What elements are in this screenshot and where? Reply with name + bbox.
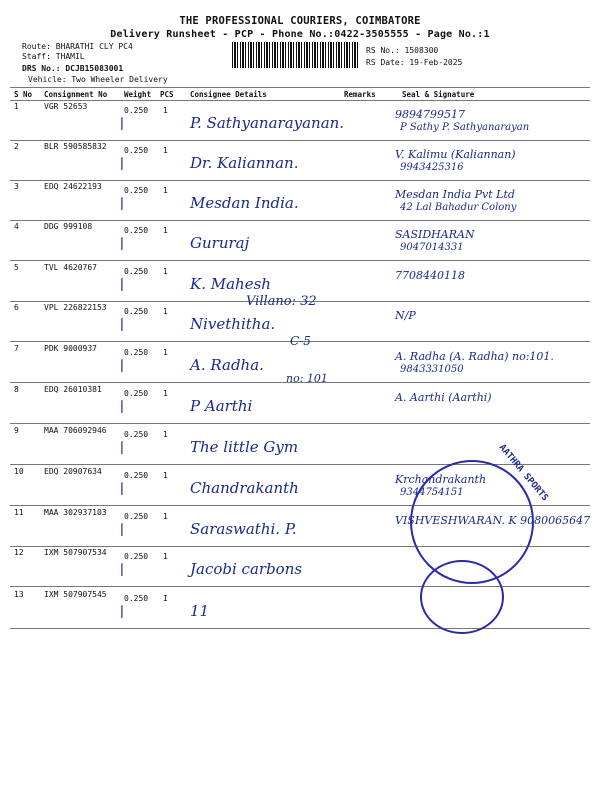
row-sno: 12 xyxy=(14,548,24,557)
row-signature-line1: 9894799517 xyxy=(395,108,465,121)
row-consignment-no: TVL 4620767 xyxy=(44,263,97,272)
row-pcs: 1 xyxy=(163,471,168,480)
vehicle-label: Vehicle: Two Wheeler Delivery xyxy=(28,75,168,84)
row-consignment-no: DDG 999108 xyxy=(44,222,93,231)
header-top-line xyxy=(10,87,590,88)
row-signature-line1: SASIDHARAN xyxy=(395,228,475,241)
row-weight: 0.250 xyxy=(124,389,149,398)
row-weight: 0.250 xyxy=(124,430,149,439)
row-sno: 1 xyxy=(14,102,19,111)
row-consignee-handwritten: Jacobi carbons xyxy=(190,560,303,578)
row-sno: 6 xyxy=(14,303,19,312)
row-pcs: 1 xyxy=(163,146,168,155)
tick-mark-icon: / xyxy=(115,438,130,458)
row-divider xyxy=(10,464,590,465)
row-consignee-handwritten: P Aarthi xyxy=(190,397,253,415)
row-signature-line1: A. Radha (A. Radha) no:101. xyxy=(395,350,554,363)
tick-mark-icon: / xyxy=(115,397,130,417)
tick-mark-icon: / xyxy=(115,602,130,622)
row-weight: 0.250 xyxy=(124,186,149,195)
row-consignee-handwritten: The little Gym xyxy=(190,438,299,456)
row-pcs: 1 xyxy=(163,389,168,398)
row-consignee-handwritten: Nivethitha. xyxy=(190,315,276,333)
row-signature-line1: A. Aarthi (Aarthi) xyxy=(395,391,492,404)
row-consignee-handwritten: Saraswathi. P. xyxy=(190,520,297,538)
row-divider xyxy=(10,140,590,141)
tick-mark-icon: / xyxy=(115,356,130,376)
company-title: THE PROFESSIONAL COURIERS, COIMBATORE xyxy=(179,15,421,27)
row-pcs: 1 xyxy=(163,186,168,195)
row-pcs: 1 xyxy=(163,106,168,115)
tick-mark-icon: / xyxy=(115,520,130,540)
row-sno: 11 xyxy=(14,508,24,517)
row-signature-line2: 42 Lal Bahadur Colony xyxy=(400,202,517,213)
row-pcs: 1 xyxy=(163,267,168,276)
row-signature-line1: 7708440118 xyxy=(395,269,465,282)
row-consignee-handwritten: Mesdan India. xyxy=(190,194,299,212)
row-weight: 0.250 xyxy=(124,226,149,235)
row-consignee-handwritten: K. Mahesh xyxy=(190,275,271,293)
row-signature-line2: P Sathy P. Sathyanarayan xyxy=(400,122,530,133)
row-pcs: 1 xyxy=(163,430,168,439)
row-signature-line2: 9047014331 xyxy=(400,242,464,253)
row-divider xyxy=(10,628,590,629)
tick-mark-icon: / xyxy=(115,275,130,295)
row-weight: 0.250 xyxy=(124,267,149,276)
row-consignment-no: BLR 590585832 xyxy=(44,142,107,151)
row-weight: 0.250 xyxy=(124,594,149,603)
row-sno: 13 xyxy=(14,590,24,599)
tick-mark-icon: / xyxy=(115,234,130,254)
row-signature-line2: 9943425316 xyxy=(400,162,464,173)
row-signature-line1: V. Kalimu (Kaliannan) xyxy=(395,148,516,161)
row-divider xyxy=(10,180,590,181)
row-weight: 0.250 xyxy=(124,307,149,316)
row-consignment-no: IXM 507907534 xyxy=(44,548,107,557)
tick-mark-icon: / xyxy=(115,560,130,580)
row-consignee-handwritten: Dr. Kaliannan. xyxy=(190,154,299,172)
row-weight: 0.250 xyxy=(124,348,149,357)
row-pcs: 1 xyxy=(163,307,168,316)
row-weight: 0.250 xyxy=(124,552,149,561)
row-consignee-handwritten: Gururaj xyxy=(190,234,250,252)
row-signature-line2: 9843331050 xyxy=(400,364,464,375)
col-sno: S No xyxy=(14,90,33,99)
row-consignment-no: EDQ 24622193 xyxy=(44,182,102,191)
row-consignee-handwritten: P. Sathyanarayanan. xyxy=(190,114,345,132)
row-sno: 7 xyxy=(14,344,19,353)
row-weight: 0.250 xyxy=(124,146,149,155)
row-consignee-handwritten: 11 xyxy=(190,602,210,620)
row-consignee-handwritten: Chandrakanth xyxy=(190,479,299,497)
tick-mark-icon: / xyxy=(115,194,130,214)
header-bottom-line xyxy=(10,100,590,101)
row-consignment-no: VGR 52653 xyxy=(44,102,88,111)
row-consignment-no: IXM 507907545 xyxy=(44,590,107,599)
col-weight: Weight xyxy=(124,90,152,99)
row-divider xyxy=(10,260,590,261)
row-sno: 4 xyxy=(14,222,19,231)
col-consignee: Consignee Details xyxy=(190,90,267,99)
barcode xyxy=(232,42,360,68)
row-divider xyxy=(10,423,590,424)
row-sno: 8 xyxy=(14,385,19,394)
tick-mark-icon: / xyxy=(115,315,130,335)
row-signature-line1: Krchandrakanth xyxy=(395,473,487,486)
row-signature-line1: Mesdan India Pvt Ltd xyxy=(395,188,515,201)
row-pcs: I xyxy=(163,594,168,603)
row5-address: Villano: 32 xyxy=(246,294,317,309)
row-weight: 0.250 xyxy=(124,106,149,115)
row-signature-line2: 9344754151 xyxy=(400,487,464,498)
row6-address: C-5 xyxy=(290,334,311,348)
row-signature-line1: VISHVESHWARAN. K 9080065647 xyxy=(395,514,591,527)
row-consignment-no: MAA 302937103 xyxy=(44,508,107,517)
row-sno: 5 xyxy=(14,263,19,272)
tick-mark-icon: / xyxy=(115,479,130,499)
drs-number: DRS No.: DCJB15083001 xyxy=(22,64,124,73)
row-divider xyxy=(10,586,590,587)
row-sno: 9 xyxy=(14,426,19,435)
col-signature: Seal & Signature xyxy=(402,90,475,99)
row-signature-line1: N/P xyxy=(395,309,416,322)
row-weight: 0.250 xyxy=(124,512,149,521)
row-consignment-no: EDQ 20907634 xyxy=(44,467,102,476)
row-consignee-handwritten: A. Radha. xyxy=(190,356,264,374)
tick-mark-icon: / xyxy=(115,114,130,134)
row-divider xyxy=(10,220,590,221)
rs-date: RS Date: 19-Feb-2025 xyxy=(366,58,463,67)
row7-address: no: 101 xyxy=(286,372,328,385)
route-label: Route: BHARATHI CLY PC4 xyxy=(22,42,133,51)
row-pcs: 1 xyxy=(163,348,168,357)
row-sno: 10 xyxy=(14,467,24,476)
row-pcs: 1 xyxy=(163,226,168,235)
row-pcs: 1 xyxy=(163,552,168,561)
row-pcs: 1 xyxy=(163,512,168,521)
rs-number: RS No.: 1508300 xyxy=(366,46,439,55)
row-sno: 2 xyxy=(14,142,19,151)
row-consignment-no: VPL 226822153 xyxy=(44,303,107,312)
col-remarks: Remarks xyxy=(344,90,376,99)
row-weight: 0.250 xyxy=(124,471,149,480)
row-consignment-no: EDQ 26010381 xyxy=(44,385,102,394)
row-consignment-no: MAA 706092946 xyxy=(44,426,107,435)
stamp-text: AATHRA SPORTS xyxy=(496,442,550,504)
row-consignment-no: PDK 9000937 xyxy=(44,344,97,353)
tick-mark-icon: / xyxy=(115,154,130,174)
staff-label: Staff: THAMIL xyxy=(22,52,85,61)
col-pcs: PCS xyxy=(160,90,174,99)
row-sno: 3 xyxy=(14,182,19,191)
runsheet-subtitle: Delivery Runsheet - PCP - Phone No.:0422-3505555 - Page No.:1 xyxy=(110,29,490,40)
col-consignment: Consignment No xyxy=(44,90,108,99)
second-seal-stamp xyxy=(420,560,504,634)
